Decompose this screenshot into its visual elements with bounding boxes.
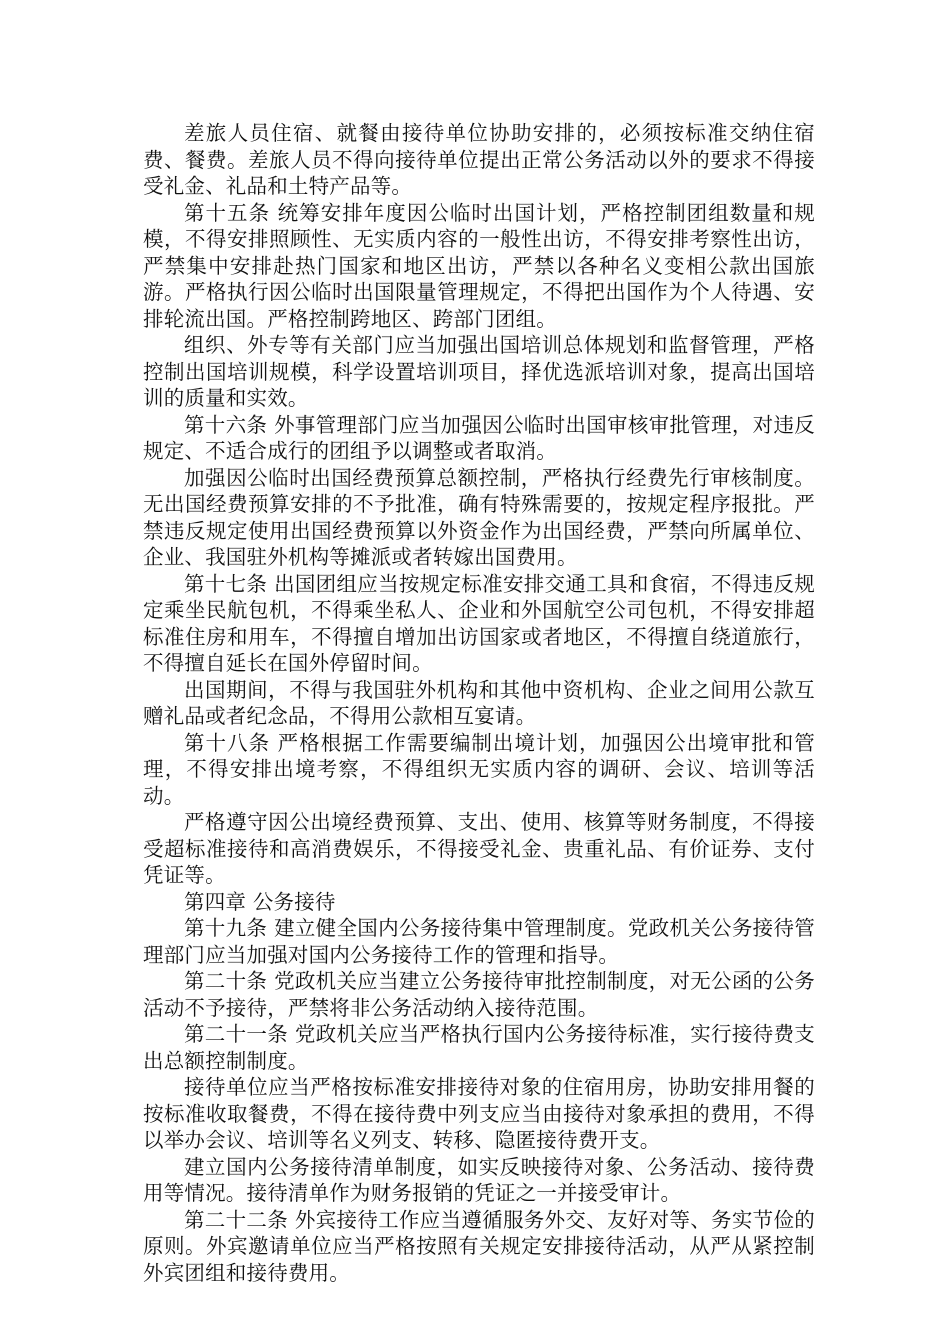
paragraph-article-20: 第二十条 党政机关应当建立公务接待审批控制制度，对无公函的公务活动不予接待，严禁将非公务活动纳入接待范围。 [143, 969, 815, 1020]
paragraph-exit-finance: 严格遵守因公出境经费预算、支出、使用、核算等财务制度，不得接受超标准接待和高消费娱乐，不得接受礼金、贵重礼品、有价证券、支付凭证等。 [143, 810, 815, 887]
paragraph-article-17: 第十七条 出国团组应当按规定标准安排交通工具和食宿，不得违反规定乘坐民航包机，不得乘坐私人、企业和外国航空公司包机，不得安排超标准住房和用车，不得擅自增加出访国家或者地区，不得擅自绕道旅行，不得擅自延长在国外停留时间。 [143, 571, 815, 675]
paragraph-travel-lodging: 差旅人员住宿、就餐由接待单位协助安排的，必须按标准交纳住宿费、餐费。差旅人员不得向接待单位提出正常公务活动以外的要求不得接受礼金、礼品和土特产品等。 [143, 121, 815, 198]
paragraph-article-22: 第二十二条 外宾接待工作应当遵循服务外交、友好对等、务实节俭的原则。外宾邀请单位应当严格按照有关规定安排接待活动，从严从紧控制外宾团组和接待费用。 [143, 1207, 815, 1285]
document-body [143, 120, 815, 1286]
paragraph-overseas-training: 组织、外专等有关部门应当加强出国培训总体规划和监督管理，严格控制出国培训规模，科学设置培训项目，择优选派培训对象，提高出国培训的质量和实效。 [143, 333, 815, 410]
paragraph-reception-standards: 接待单位应当严格按标准安排接待对象的住宿用房，协助安排用餐的按标准收取餐费，不得在接待费中列支应当由接待对象承担的费用，不得以举办会议、培训等名义列支、转移、隐匿接待费开支。 [143, 1075, 815, 1152]
paragraph-article-19: 第十九条 建立健全国内公务接待集中管理制度。党政机关公务接待管理部门应当加强对国内公务接待工作的管理和指导。 [143, 916, 815, 967]
paragraph-budget-control: 加强因公临时出国经费预算总额控制，严格执行经费先行审核制度。无出国经费预算安排的不予批准，确有特殊需要的，按规定程序报批。严禁违反规定使用出国经费预算以外资金作为出国经费，严禁向所属单位、企业、我国驻外机构等摊派或者转嫁出国费用。 [143, 465, 815, 569]
paragraph-abroad-gifts: 出国期间，不得与我国驻外机构和其他中资机构、企业之间用公款互赠礼品或者纪念品，不得用公款相互宴请。 [143, 677, 815, 728]
paragraph-reception-list: 建立国内公务接待清单制度，如实反映接待对象、公务活动、接待费用等情况。接待清单作为财务报销的凭证之一并接受审计。 [143, 1154, 815, 1205]
chapter-heading: 第四章 公务接待 [184, 889, 336, 914]
paragraph-article-21: 第二十一条 党政机关应当严格执行国内公务接待标准，实行接待费支出总额控制制度。 [143, 1022, 815, 1073]
paragraph-article-16: 第十六条 外事管理部门应当加强因公临时出国审核审批管理，对违反规定、不适合成行的团组予以调整或者取消。 [143, 412, 815, 463]
paragraph-article-18: 第十八条 严格根据工作需要编制出境计划，加强因公出境审批和管理，不得安排出境考察，不得组织无实质内容的调研、会议、培训等活动。 [143, 730, 815, 808]
paragraph-article-15: 第十五条 统筹安排年度因公临时出国计划，严格控制团组数量和规模，不得安排照顾性、无实质内容的一般性出访，不得安排考察性出访，严禁集中安排赴热门国家和地区出访，严禁以各种名义变相公款出国旅游。严格执行因公临时出国限量管理规定，不得把出国作为个人待遇、安排轮流出国。严格控制跨地区、跨部门团组。 [143, 200, 815, 331]
